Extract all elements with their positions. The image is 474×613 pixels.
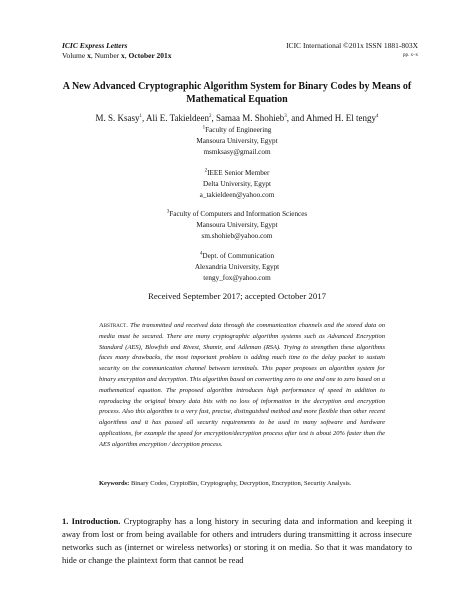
affiliation-2: [62, 168, 412, 200]
running-header-right: [286, 41, 418, 61]
author-affiliation-mark: 4: [375, 114, 379, 119]
abstract-text: The transmitted and received data through the communication channels and the stored data on media must be secured. There are many cryptographic algorithm systems such as Advanced Encryption Standard (AES), Blowfish and Rivest, Shamir, and Adleman (RSA). Trying to strengthen these algorithms faces many drawbacks, the most important problem is adding much time to the delay packet to sustain security on the communication channel between terminals. This paper proposes an algorithm system for binary encryption and decryption. This algorithm based on converting zero to one and one to zero based on a mathematical equation. The proposed algorithm introduces high performance of speed in addition to reproducing the original binary data bits with no loss of information in the decryption and encryption process. Also this algorithm is a very fast, precise, distinguished method and more flexible than other recent algorithms and it has passed all security requirements to be used in many software and hardware applications, for example the speed for encryption/decryption process after test is about 20% faster than the AES algorithm encryption / decryption process.: [99, 322, 385, 448]
number-value: x: [121, 51, 125, 60]
affiliation-email: a_takieldeen@yahoo.com: [199, 190, 275, 199]
affiliation-dept: IEEE Senior Member: [207, 169, 270, 177]
author-name: Ali E. Takieldeen: [146, 113, 209, 123]
affiliation-institution: Delta University, Egypt: [203, 179, 271, 188]
issue-date: October 201x: [128, 51, 172, 60]
affiliation-email: tengy_fox@yahoo.com: [203, 273, 271, 282]
affiliation-institution: Mansoura University, Egypt: [196, 136, 278, 145]
author-list: [62, 113, 412, 123]
affiliation-3: [62, 209, 412, 241]
author-separator: ,: [211, 113, 216, 123]
affiliation-dept: Faculty of Engineering: [205, 126, 272, 134]
author-affiliation-mark: 2: [208, 114, 212, 119]
page-range: pp. x–x: [403, 53, 418, 58]
journal-name: ICIC Express Letters: [62, 41, 128, 50]
author-name: M. S. Ksasy: [95, 113, 140, 123]
volume-label: Volume: [62, 51, 88, 60]
keywords-label: Keywords:: [99, 480, 130, 487]
introduction-text: Cryptography has a long history in securing data and information and keeping it away from lost or from being available for others and intruders during transmitting it across insecure networks such as (internet or wireless networks) or storing it on media. So that it was mandatory to hide or change the plaintext form that cannot be read: [62, 516, 413, 565]
keywords: [99, 479, 385, 490]
introduction-section: [62, 515, 412, 567]
author-name: Ahmed H. El tengy: [305, 113, 376, 123]
author-name: Samaa M. Shohieb: [215, 113, 285, 123]
author-separator: ,: [142, 113, 147, 123]
author-separator: , and: [286, 113, 306, 123]
affiliation-dept: Faculty of Computers and Information Sciences: [169, 210, 308, 218]
affiliation-mark: 1: [202, 125, 206, 131]
affiliation-4: [62, 251, 412, 283]
received-date: Received September 2017; accepted October 2017: [147, 291, 327, 301]
running-header-left: [62, 41, 172, 61]
affiliation-institution: Alexandria University, Egypt: [194, 262, 280, 271]
affiliation-mark: 3: [166, 209, 170, 215]
volume-value: x: [87, 51, 91, 60]
affiliation-mark: 4: [199, 251, 203, 257]
volume-separator: ,: [124, 51, 129, 60]
affiliation-email: msmksasy@gmail.com: [203, 147, 271, 156]
affiliation-1: [62, 125, 412, 157]
affiliation-dept: Dept. of Communication: [202, 252, 275, 260]
author-affiliation-mark: 1: [139, 114, 143, 119]
affiliation-mark: 2: [204, 168, 208, 174]
author-affiliation-mark: 3: [284, 114, 287, 119]
number-label: , Number: [90, 51, 122, 60]
abstract-label: Abstract.: [99, 322, 128, 329]
affiliation-email: sm.shohieb@yahoo.com: [201, 231, 273, 240]
paper-title: A New Advanced Cryptographic Algorithm System for Binary Codes by Means of Mathematical Equation: [62, 81, 412, 105]
affiliation-institution: Mansoura University, Egypt: [196, 220, 278, 229]
introduction-heading: 1. Introduction.: [62, 516, 121, 526]
keywords-text: Binary Codes, CryptoBin, Cryptography, Decryption, Encryption, Security Analysis.: [130, 480, 352, 487]
issn-line: ICIC International ©201x ISSN 1881-803X: [286, 41, 418, 50]
volume-line: [62, 51, 172, 61]
abstract: [99, 321, 385, 451]
